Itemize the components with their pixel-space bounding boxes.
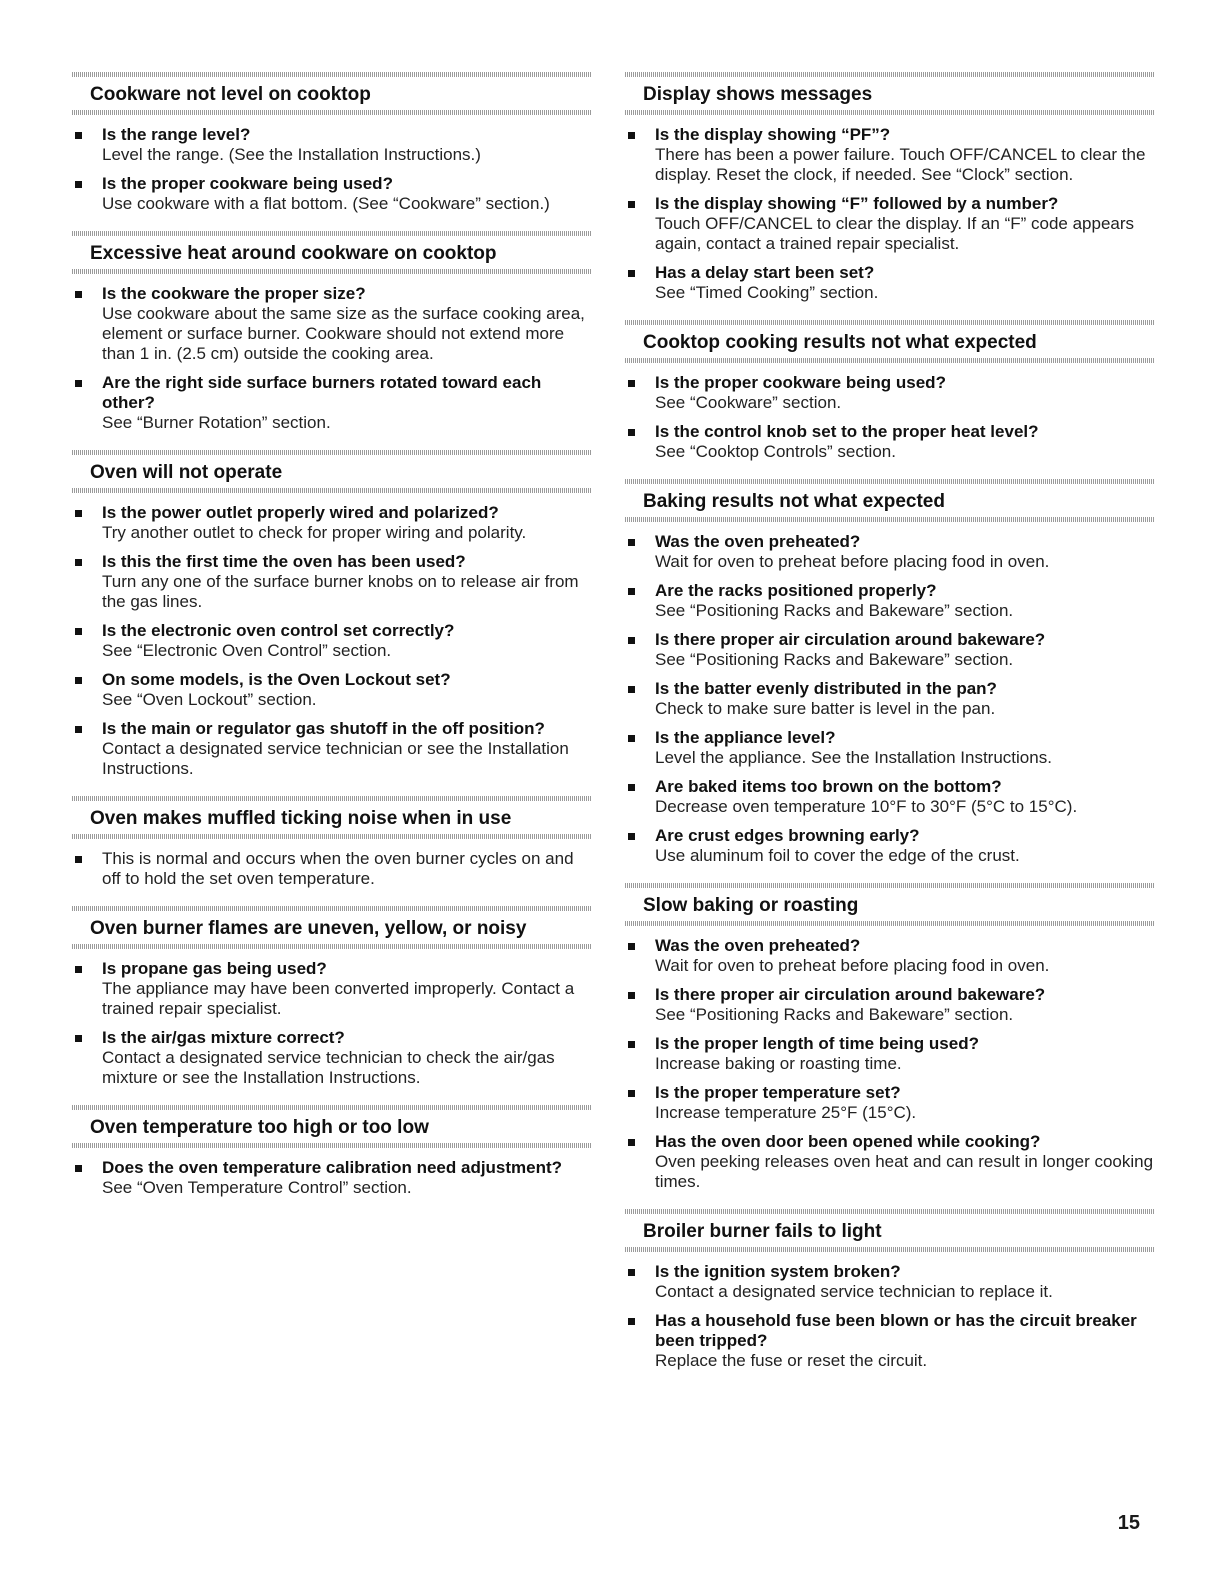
square-bullet-icon <box>628 380 635 387</box>
list-item <box>625 532 1155 572</box>
list-item <box>72 621 592 661</box>
list-item <box>72 174 592 214</box>
list-item <box>625 630 1155 670</box>
item-question: Are the right side surface burners rotated toward each other? <box>102 373 542 412</box>
item-answer: See “Positioning Racks and Bakeware” section. <box>655 601 1014 620</box>
section-divider <box>625 921 1155 926</box>
item-question: Is the display showing “F” followed by a number? <box>655 194 1059 213</box>
item-question: Are crust edges browning early? <box>655 826 920 845</box>
section-divider <box>625 517 1155 522</box>
section-heading: Cooktop cooking results not what expected <box>643 332 1037 353</box>
item-list <box>625 532 1155 866</box>
item-answer: Increase baking or roasting time. <box>655 1054 902 1073</box>
square-bullet-icon <box>75 966 82 973</box>
section-cooktop-cooking-results-not-what-expected <box>625 320 1155 462</box>
item-question: Is the display showing “PF”? <box>655 125 891 144</box>
section-broiler-burner-fails-to-light <box>625 1209 1155 1371</box>
square-bullet-icon <box>628 686 635 693</box>
item-list <box>72 284 592 433</box>
square-bullet-icon <box>628 1318 635 1325</box>
list-item <box>625 263 1155 303</box>
item-question: Is there proper air circulation around bakeware? <box>655 630 1046 649</box>
item-answer: See “Cooktop Controls” section. <box>655 442 896 461</box>
section-slow-baking-or-roasting <box>625 883 1155 1192</box>
item-answer: Contact a designated service technician to replace it. <box>655 1282 1053 1301</box>
list-item <box>72 849 592 889</box>
list-item <box>625 777 1155 817</box>
item-list <box>625 1262 1155 1371</box>
item-question: Is the electronic oven control set correctly? <box>102 621 455 640</box>
list-item <box>625 826 1155 866</box>
item-answer: Try another outlet to check for proper wiring and polarity. <box>102 523 527 542</box>
item-answer: Oven peeking releases oven heat and can result in longer cooking times. <box>655 1152 1154 1191</box>
section-divider <box>72 1143 592 1148</box>
item-question: Is the proper length of time being used? <box>655 1034 979 1053</box>
item-answer: Level the range. (See the Installation Instructions.) <box>102 145 481 164</box>
section-heading: Display shows messages <box>643 84 873 105</box>
item-answer: The appliance may have been converted improperly. Contact a trained repair specialist. <box>102 979 575 1018</box>
item-question: Are baked items too brown on the bottom? <box>655 777 1002 796</box>
item-answer: See “Positioning Racks and Bakeware” section. <box>655 1005 1014 1024</box>
item-question: Is the appliance level? <box>655 728 836 747</box>
square-bullet-icon <box>75 1165 82 1172</box>
item-answer: Use aluminum foil to cover the edge of the crust. <box>655 846 1020 865</box>
list-item <box>72 552 592 612</box>
item-answer: Decrease oven temperature 10°F to 30°F (5°C to 15°C). <box>655 797 1078 816</box>
square-bullet-icon <box>628 588 635 595</box>
list-item <box>72 284 592 364</box>
square-bullet-icon <box>628 1269 635 1276</box>
list-item <box>625 1132 1155 1192</box>
item-answer: Use cookware about the same size as the surface cooking area, element or surface burner. Cookware should not extend more than 1 in. (2.5 cm) outside the cooking area. <box>102 304 585 363</box>
section-oven-will-not-operate <box>72 450 592 779</box>
square-bullet-icon <box>75 628 82 635</box>
square-bullet-icon <box>628 1090 635 1097</box>
list-item <box>625 1262 1155 1302</box>
item-question: Is the ignition system broken? <box>655 1262 901 1281</box>
section-divider <box>72 488 592 493</box>
section-excessive-heat-around-cookware-on-cooktop <box>72 231 592 433</box>
item-answer: See “Positioning Racks and Bakeware” section. <box>655 650 1014 669</box>
square-bullet-icon <box>628 784 635 791</box>
section-divider <box>72 110 592 115</box>
square-bullet-icon <box>75 856 82 863</box>
square-bullet-icon <box>75 559 82 566</box>
square-bullet-icon <box>628 132 635 139</box>
list-item <box>625 194 1155 254</box>
square-bullet-icon <box>628 539 635 546</box>
list-item <box>72 959 592 1019</box>
section-divider <box>625 358 1155 363</box>
section-divider <box>72 834 592 839</box>
list-item <box>625 373 1155 413</box>
item-question: Is the proper cookware being used? <box>102 174 393 193</box>
item-answer: Level the appliance. See the Installation Instructions. <box>655 748 1052 767</box>
section-heading: Excessive heat around cookware on cooktop <box>90 243 497 264</box>
section-divider <box>625 1247 1155 1252</box>
item-question: Is the power outlet properly wired and polarized? <box>102 503 499 522</box>
item-answer: Replace the fuse or reset the circuit. <box>655 1351 928 1370</box>
list-item <box>72 1158 592 1198</box>
item-question: Was the oven preheated? <box>655 936 861 955</box>
list-item <box>625 728 1155 768</box>
item-question: On some models, is the Oven Lockout set? <box>102 670 451 689</box>
square-bullet-icon <box>628 637 635 644</box>
section-heading: Oven burner flames are uneven, yellow, or noisy <box>90 918 527 939</box>
item-list <box>72 125 592 214</box>
list-item <box>625 985 1155 1025</box>
list-item <box>72 373 592 433</box>
item-list <box>625 125 1155 303</box>
square-bullet-icon <box>75 132 82 139</box>
item-answer: Wait for oven to preheat before placing food in oven. <box>655 956 1050 975</box>
item-question: Has a delay start been set? <box>655 263 875 282</box>
section-divider <box>72 269 592 274</box>
item-question: Is the proper temperature set? <box>655 1083 901 1102</box>
section-cookware-not-level-on-cooktop <box>72 72 592 214</box>
item-list <box>625 936 1155 1192</box>
item-answer: See “Electronic Oven Control” section. <box>102 641 392 660</box>
square-bullet-icon <box>75 181 82 188</box>
list-item <box>625 1034 1155 1074</box>
section-oven-makes-muffled-ticking-noise-when-in-use <box>72 796 592 889</box>
square-bullet-icon <box>628 1041 635 1048</box>
item-answer: Turn any one of the surface burner knobs on to release air from the gas lines. <box>102 572 579 611</box>
square-bullet-icon <box>75 510 82 517</box>
section-heading: Oven temperature too high or too low <box>90 1117 429 1138</box>
item-answer: See “Burner Rotation” section. <box>102 413 331 432</box>
list-item <box>72 125 592 165</box>
square-bullet-icon <box>628 992 635 999</box>
section-oven-burner-flames-are-uneven-yellow-or-noisy <box>72 906 592 1088</box>
list-item <box>72 670 592 710</box>
item-question: Is the proper cookware being used? <box>655 373 946 392</box>
list-item <box>625 581 1155 621</box>
item-question: Is propane gas being used? <box>102 959 327 978</box>
item-question: Is the range level? <box>102 125 251 144</box>
section-heading: Baking results not what expected <box>643 491 945 512</box>
list-item <box>625 1311 1155 1371</box>
item-list <box>72 1158 592 1198</box>
item-answer: See “Oven Lockout” section. <box>102 690 317 709</box>
item-answer: This is normal and occurs when the oven burner cycles on and off to hold the set oven temperature. <box>102 849 574 888</box>
item-list <box>72 849 592 889</box>
item-answer: See “Cookware” section. <box>655 393 842 412</box>
item-question: Is the cookware the proper size? <box>102 284 366 303</box>
item-question: Are the racks positioned properly? <box>655 581 937 600</box>
item-question: Is there proper air circulation around bakeware? <box>655 985 1046 1004</box>
square-bullet-icon <box>628 270 635 277</box>
item-answer: Use cookware with a flat bottom. (See “Cookware” section.) <box>102 194 550 213</box>
item-answer: Contact a designated service technician or see the Installation Instructions. <box>102 739 569 778</box>
item-answer: Contact a designated service technician to check the air/gas mixture or see the Installation Instructions. <box>102 1048 555 1087</box>
item-question: Has a household fuse been blown or has the circuit breaker been tripped? <box>655 1311 1137 1350</box>
section-divider <box>625 110 1155 115</box>
item-answer: See “Oven Temperature Control” section. <box>102 1178 412 1197</box>
square-bullet-icon <box>628 735 635 742</box>
square-bullet-icon <box>628 1139 635 1146</box>
item-answer: See “Timed Cooking” section. <box>655 283 879 302</box>
section-divider <box>72 944 592 949</box>
square-bullet-icon <box>75 380 82 387</box>
square-bullet-icon <box>75 291 82 298</box>
list-item <box>625 125 1155 185</box>
item-question: Does the oven temperature calibration need adjustment? <box>102 1158 563 1177</box>
left-column <box>72 72 592 1215</box>
item-question: Is the control knob set to the proper heat level? <box>655 422 1039 441</box>
section-oven-temperature-too-high-or-too-low <box>72 1105 592 1198</box>
item-answer: Wait for oven to preheat before placing food in oven. <box>655 552 1050 571</box>
section-heading: Broiler burner fails to light <box>643 1221 882 1242</box>
item-answer: Increase temperature 25°F (15°C). <box>655 1103 917 1122</box>
square-bullet-icon <box>75 726 82 733</box>
list-item <box>625 936 1155 976</box>
list-item <box>72 503 592 543</box>
item-question: Is the batter evenly distributed in the pan? <box>655 679 997 698</box>
list-item <box>72 1028 592 1088</box>
square-bullet-icon <box>75 1035 82 1042</box>
item-list <box>625 373 1155 462</box>
square-bullet-icon <box>75 677 82 684</box>
item-question: Is the main or regulator gas shutoff in the off position? <box>102 719 545 738</box>
item-question: Was the oven preheated? <box>655 532 861 551</box>
item-question: Has the oven door been opened while cooking? <box>655 1132 1041 1151</box>
square-bullet-icon <box>628 201 635 208</box>
square-bullet-icon <box>628 429 635 436</box>
section-display-shows-messages <box>625 72 1155 303</box>
item-answer: Touch OFF/CANCEL to clear the display. If an “F” code appears again, contact a trained repair specialist. <box>655 214 1135 253</box>
item-answer: Check to make sure batter is level in the pan. <box>655 699 996 718</box>
item-list <box>72 503 592 779</box>
item-list <box>72 959 592 1088</box>
list-item <box>625 679 1155 719</box>
section-heading: Slow baking or roasting <box>643 895 859 916</box>
list-item <box>625 1083 1155 1123</box>
section-heading: Oven will not operate <box>90 462 283 483</box>
item-question: Is the air/gas mixture correct? <box>102 1028 345 1047</box>
list-item <box>72 719 592 779</box>
section-baking-results-not-what-expected <box>625 479 1155 866</box>
page-number: 15 <box>1117 1512 1140 1534</box>
square-bullet-icon <box>628 833 635 840</box>
section-heading: Cookware not level on cooktop <box>90 84 371 105</box>
item-question: Is this the first time the oven has been used? <box>102 552 466 571</box>
section-heading: Oven makes muffled ticking noise when in use <box>90 808 512 829</box>
list-item <box>625 422 1155 462</box>
item-answer: There has been a power failure. Touch OFF/CANCEL to clear the display. Reset the clock, if needed. See “Clock” section. <box>655 145 1146 184</box>
square-bullet-icon <box>628 943 635 950</box>
right-column <box>625 72 1155 1388</box>
